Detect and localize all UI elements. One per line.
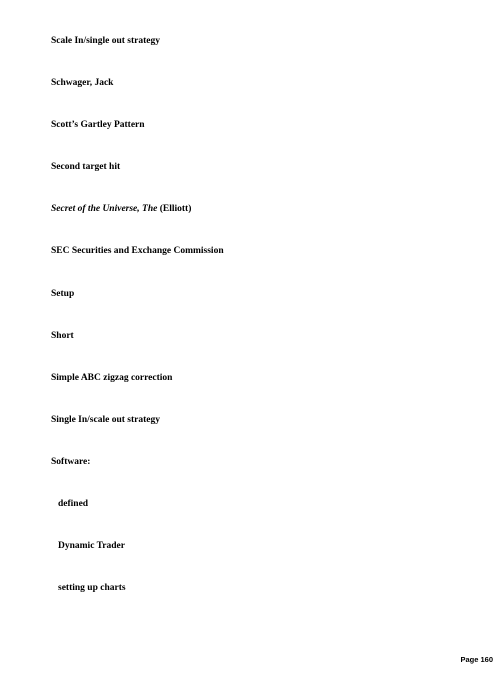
book-title: Secret of the Universe, The bbox=[51, 204, 158, 214]
index-entry-sec: SEC Securities and Exchange Commission bbox=[51, 246, 224, 256]
index-subentry-defined: defined bbox=[58, 499, 89, 509]
page-number: Page 160 bbox=[460, 655, 493, 664]
index-entry-schwager-jack: Schwager, Jack bbox=[51, 78, 114, 88]
index-entry-setup: Setup bbox=[51, 289, 75, 299]
index-entry-secret-of-the-universe bbox=[51, 203, 191, 215]
index-entry-scale-in-single-out: Scale In/single out strategy bbox=[51, 36, 160, 46]
index-subentry-setting-up-charts: setting up charts bbox=[58, 583, 126, 593]
index-entry-second-target-hit: Second target hit bbox=[51, 162, 121, 172]
index-subentry-dynamic-trader: Dynamic Trader bbox=[58, 541, 125, 551]
book-author: (Elliott) bbox=[157, 204, 192, 214]
index-entry-simple-abc-zigzag: Simple ABC zigzag correction bbox=[51, 373, 173, 383]
index-entry-single-in-scale-out: Single In/scale out strategy bbox=[51, 415, 160, 425]
index-entry-short: Short bbox=[51, 331, 74, 341]
index-entry-scotts-gartley-pattern: Scott’s Gartley Pattern bbox=[51, 120, 145, 130]
index-entry-software: Software: bbox=[51, 457, 91, 467]
